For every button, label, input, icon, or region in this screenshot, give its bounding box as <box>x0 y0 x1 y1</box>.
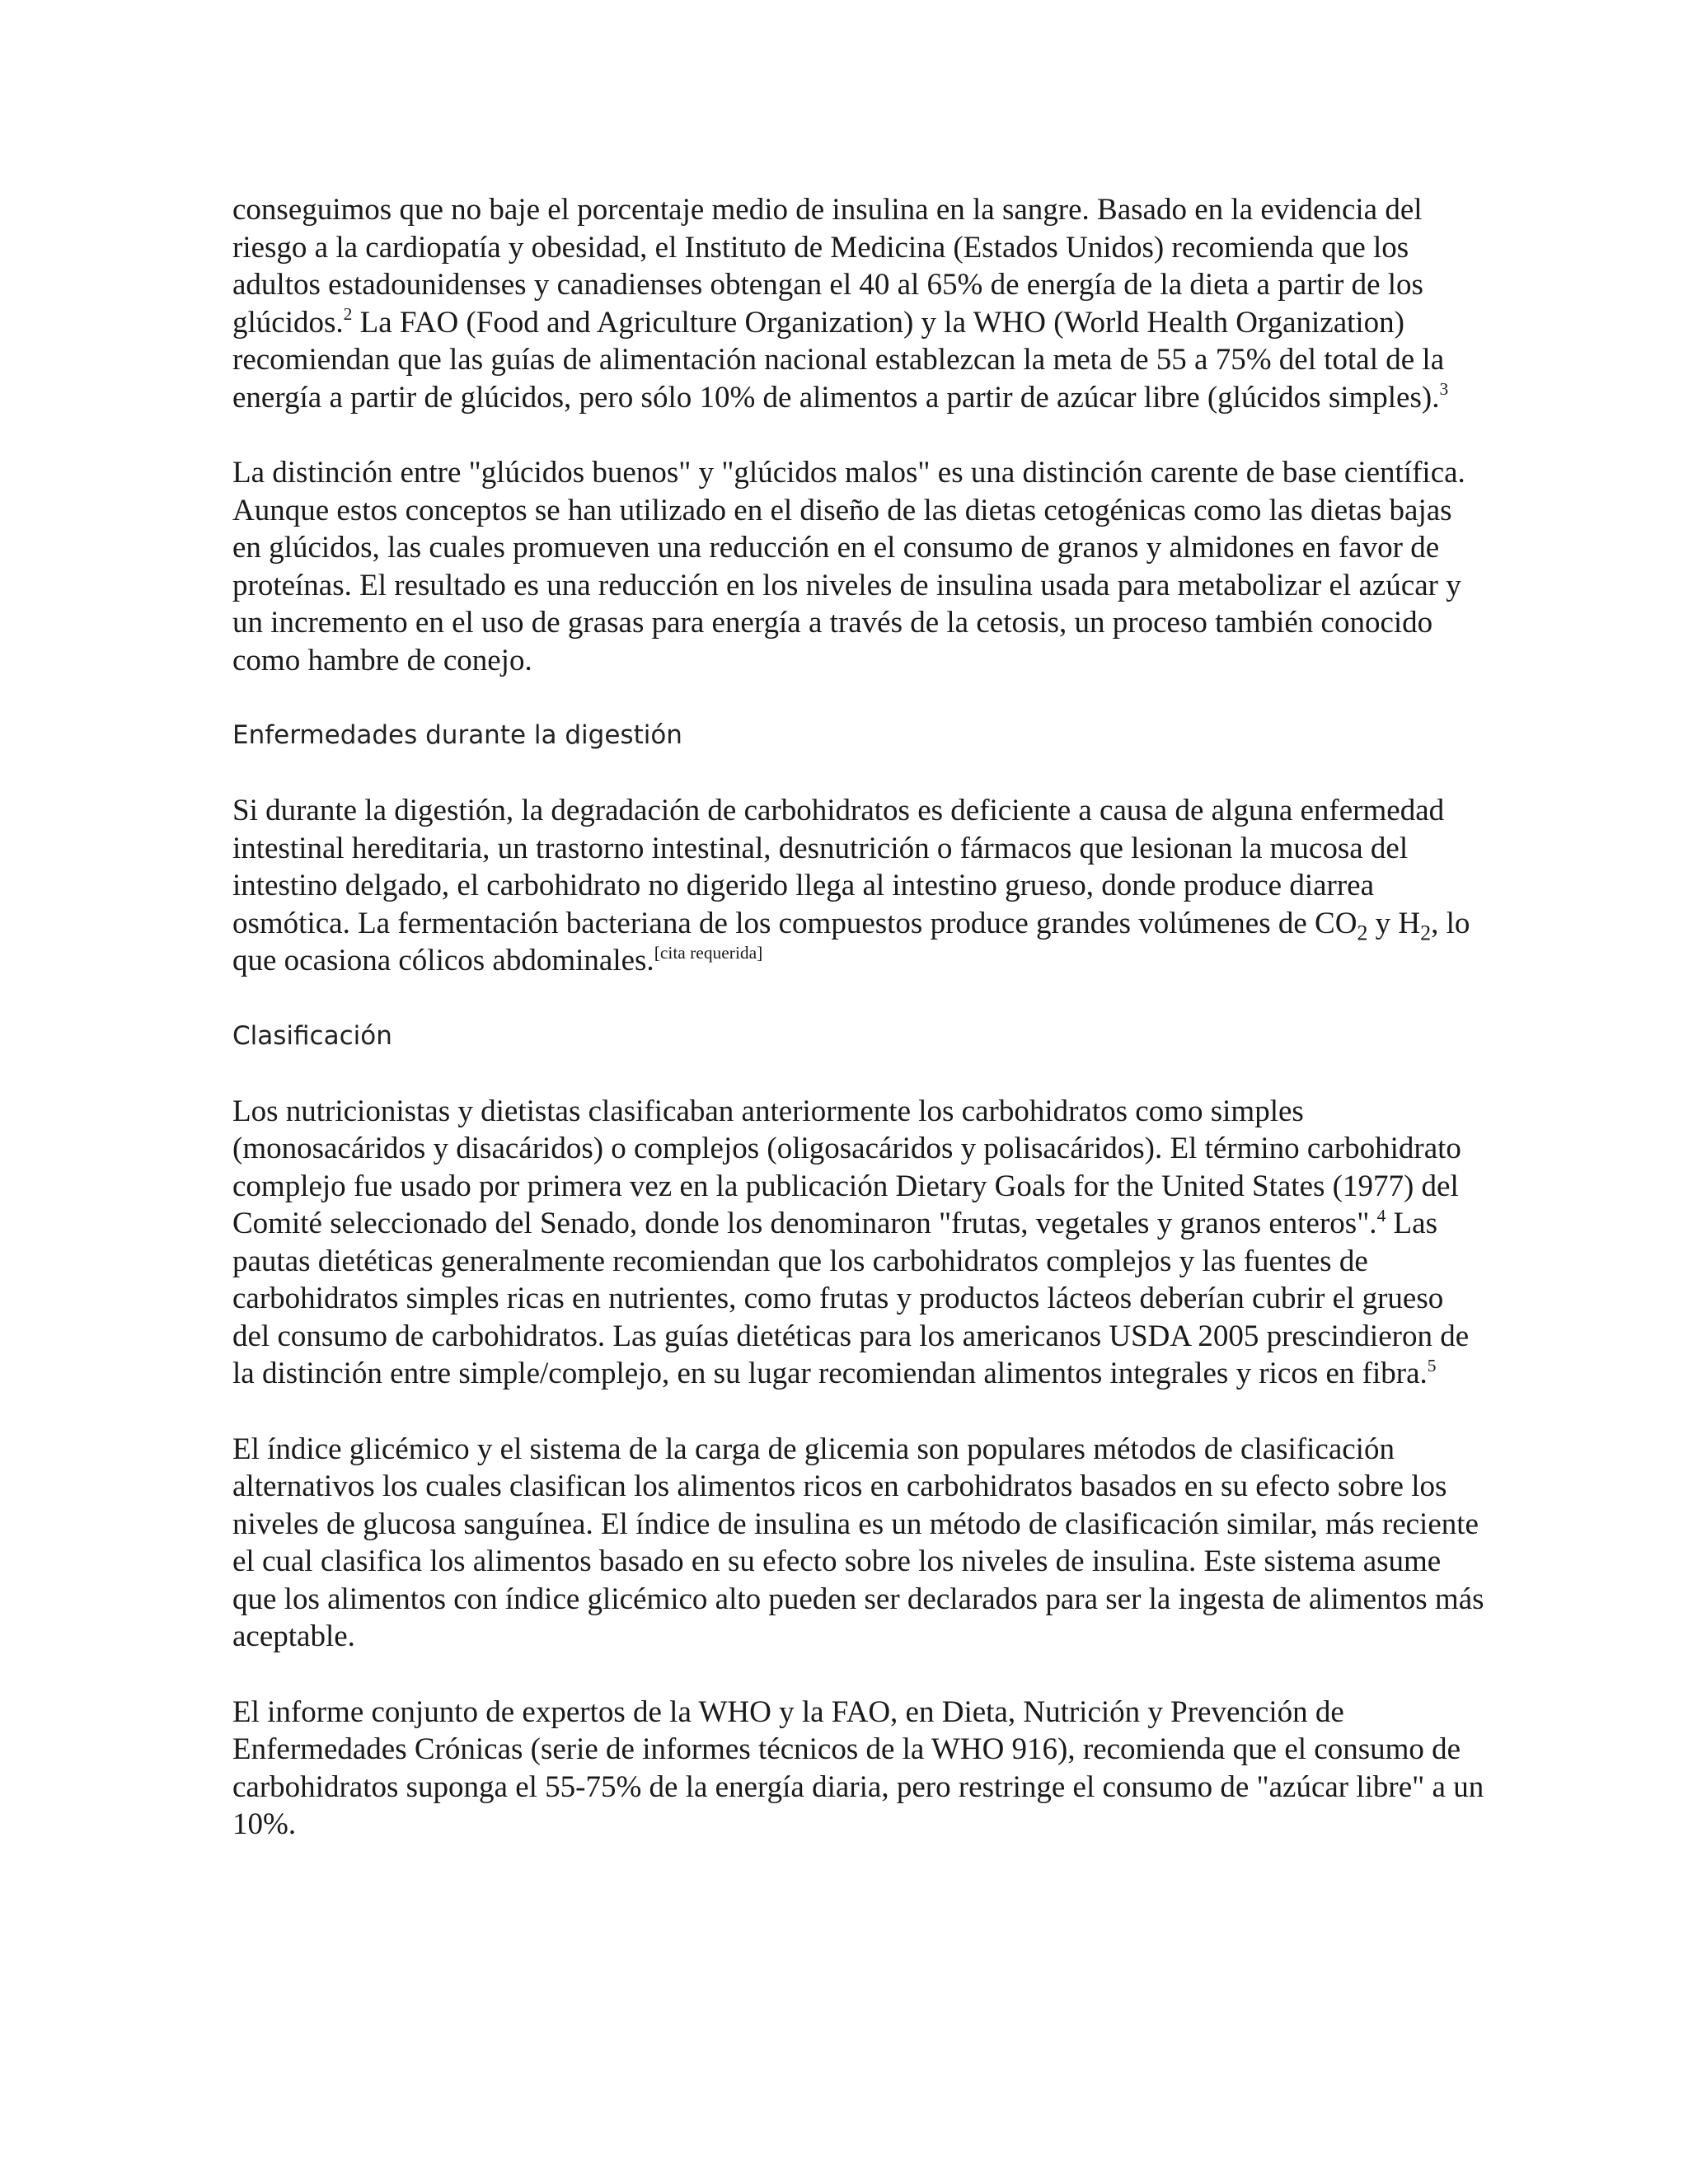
paragraph-text: Los nutricionistas y dietistas clasificaban anteriormente los carbohidratos como simples (monosacáridos y disacáridos) o complejos (oligosacáridos y polisacáridos). El término carbohidrato complejo fue usado por primera vez en la publicación Dietary Goals for the United States (1977) del Comité seleccionado del Senado, donde los denominaron "frutas, vegetales y granos enteros". <box>232 1094 1461 1240</box>
paragraph-informe-who-fao: El informe conjunto de expertos de la WHO y la FAO, en Dieta, Nutrición y Prevención de Enfermedades Crónicas (serie de informes técnicos de la WHO 916), recomienda que el consumo de carbohidratos suponga el 55-75% de la energía diaria, pero restringe el consumo de "azúcar libre" a un 10%. <box>232 1694 1484 1841</box>
document-page <box>232 191 1485 1882</box>
subscript: 2 <box>1420 920 1432 944</box>
paragraph-text: , lo que ocasiona cólicos abdominales. <box>232 906 1470 977</box>
paragraph-text: y H <box>1367 906 1421 940</box>
footnote-ref[interactable]: 3 <box>1439 379 1449 400</box>
paragraph-glucidos-buenos-malos: La distinción entre "glúcidos buenos" y "glúcidos malos" es una distinción carente de base científica. Aunque estos conceptos se han utilizado en el diseño de las dietas cetogénicas como las dietas bajas en glúcidos, las cuales promueven una reducción en el consumo de granos y almidones en favor de proteínas. El resultado es una reducción en los niveles de insulina usada para metabolizar el azúcar y un incremento en el uso de grasas para energía a través de la cetosis, un proceso también conocido como hambre de conejo. <box>232 456 1465 677</box>
paragraph-text: Si durante la digestión, la degradación de carbohidratos es deficiente a causa de alguna enfermedad intestinal hereditaria, un trastorno intestinal, desnutrición o fármacos que lesionan la mucosa del intestino delgado, el carbohidrato no digerido llega al intestino grueso, donde produce diarrea osmótica. La fermentación bacteriana de los compuestos produce grandes volúmenes de CO <box>232 794 1445 940</box>
section-heading-clasificacion: Clasificación <box>232 1020 392 1051</box>
footnote-ref[interactable]: 4 <box>1376 1205 1386 1226</box>
citation-needed-link[interactable]: [cita requerida] <box>654 942 763 963</box>
subscript: 2 <box>1357 920 1368 944</box>
paragraph-text: conseguimos que no baje el porcentaje medio de insulina en la sangre. Basado en la evidencia del riesgo a la cardiopatía y obesidad, el Instituto de Medicina (Estados Unidos) recomienda que los adultos estadounidenses y canadienses obtengan el 40 al 65% de energía de la dieta a partir de los glúcidos. <box>232 193 1423 340</box>
paragraph-clasificacion <box>232 1093 1485 1393</box>
paragraph-text: La FAO (Food and Agriculture Organization) y la WHO (World Health Organization) recomiendan que las guías de alimentación nacional establezcan la meta de 55 a 75% del total de la energía a partir de glúcidos, pero sólo 10% de alimentos a partir de azúcar libre (glúcidos simples). <box>232 305 1445 415</box>
paragraph-digestion <box>232 792 1485 980</box>
footnote-ref[interactable]: 5 <box>1427 1355 1437 1376</box>
paragraph-text: Las pautas dietéticas generalmente recomiendan que los carbohidratos complejos y las fuentes de carbohidratos simples ricas en nutrientes, como frutas y productos lácteos deberían cubrir el grueso del consumo de carbohidratos. Las guías dietéticas para los americanos USDA 2005 prescindieron de la distinción entre simple/complejo, en su lugar recomiendan alimentos integrales y ricos en fibra. <box>232 1207 1470 1390</box>
paragraph-indice-glicemico: El índice glicémico y el sistema de la carga de glicemia son populares métodos de clasificación alternativos los cuales clasifican los alimentos ricos en carbohidratos basados en su efecto sobre los niveles de glucosa sanguínea. El índice de insulina es un método de clasificación similar, más reciente el cual clasifica los alimentos basado en su efecto sobre los niveles de insulina. Este sistema asume que los alimentos con índice glicémico alto pueden ser declarados para ser la ingesta de alimentos más aceptable. <box>232 1432 1484 1653</box>
paragraph-recomendaciones-energia <box>232 191 1485 416</box>
footnote-ref[interactable]: 2 <box>343 304 353 325</box>
section-heading-enfermedades: Enfermedades durante la digestión <box>232 720 682 750</box>
